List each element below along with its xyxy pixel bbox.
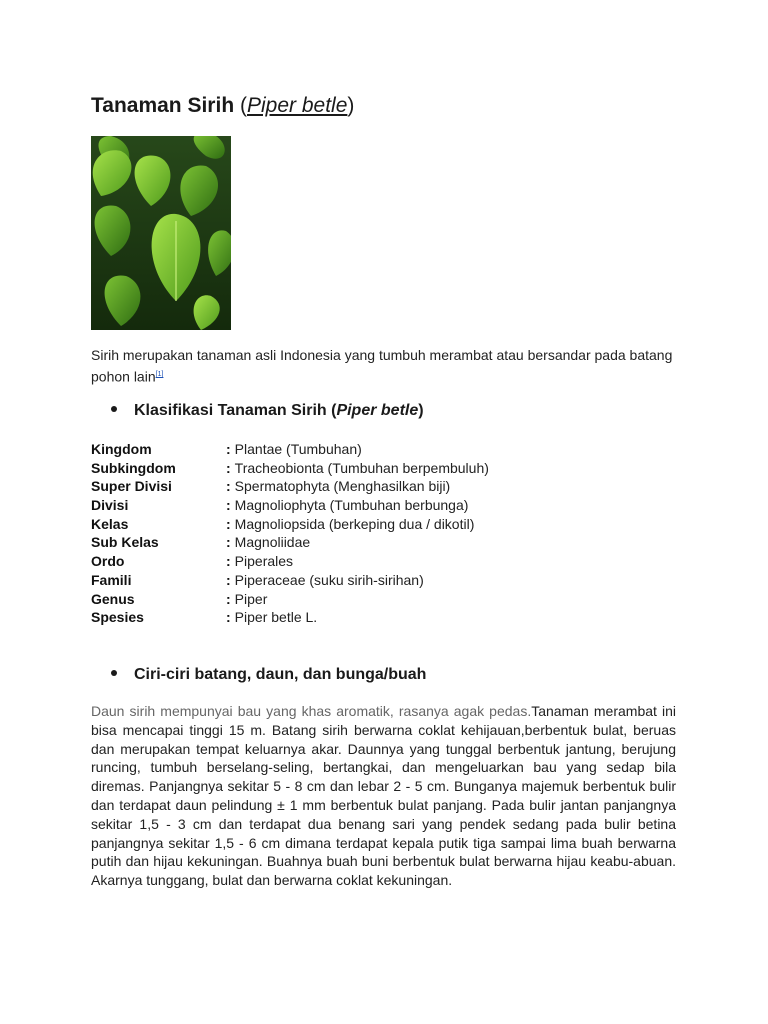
classification-row bbox=[91, 533, 681, 552]
classification-value: Piper betle L. bbox=[234, 609, 318, 626]
title-paren-open: ( bbox=[240, 94, 247, 117]
classification-row bbox=[91, 477, 681, 496]
scientific-name-link[interactable] bbox=[247, 94, 347, 117]
classification-key: Ordo bbox=[91, 553, 125, 570]
separator: : bbox=[226, 534, 231, 551]
bullet-icon bbox=[111, 406, 117, 412]
classification-row bbox=[91, 440, 681, 459]
classification-row bbox=[91, 496, 681, 515]
title-scientific-name: Piper betle bbox=[247, 94, 348, 117]
classification-row bbox=[91, 552, 681, 571]
classification-heading-prefix: Klasifikasi Tanaman Sirih ( bbox=[134, 402, 337, 419]
separator: : bbox=[226, 590, 231, 607]
classification-value: Spermatophyta (Menghasilkan biji) bbox=[234, 478, 451, 495]
title-scientific-group bbox=[240, 94, 354, 117]
classification-row bbox=[91, 459, 681, 478]
classification-heading-suffix: ) bbox=[418, 402, 424, 419]
characteristics-heading-text: Ciri-ciri batang, daun, dan bunga/buah bbox=[134, 666, 427, 683]
description-paragraph bbox=[91, 702, 676, 890]
classification-key: Kelas bbox=[91, 515, 129, 532]
classification-row bbox=[91, 571, 681, 590]
intro-text: Sirih merupakan tanaman asli Indonesia yang tumbuh merambat atau bersandar pada batang pohon lain bbox=[91, 347, 673, 385]
classification-value: Magnoliopsida (berkeping dua / dikotil) bbox=[234, 515, 475, 532]
classification-key: Famili bbox=[91, 571, 132, 588]
classification-key: Super Divisi bbox=[91, 478, 172, 495]
classification-heading-italic: Piper betle bbox=[336, 402, 419, 419]
classification-heading bbox=[111, 402, 424, 420]
classification-key: Subkingdom bbox=[91, 459, 176, 476]
classification-value: Piper bbox=[234, 590, 268, 607]
footnote-ref bbox=[156, 371, 164, 378]
description-grey-text: Daun sirih mempunyai bau yang khas aromatik, rasanya agak pedas. bbox=[91, 703, 532, 719]
separator: : bbox=[226, 609, 231, 626]
classification-key: Genus bbox=[91, 590, 135, 607]
separator: : bbox=[226, 553, 231, 570]
classification-key: Divisi bbox=[91, 497, 129, 514]
classification-table bbox=[91, 440, 681, 627]
title-main: Tanaman Sirih bbox=[91, 94, 235, 117]
separator: : bbox=[226, 459, 231, 476]
classification-value: Tracheobionta (Tumbuhan berpembuluh) bbox=[234, 459, 489, 476]
classification-value: Magnoliidae bbox=[234, 534, 311, 551]
characteristics-heading bbox=[111, 666, 426, 684]
classification-value: Magnoliophyta (Tumbuhan berbunga) bbox=[234, 497, 469, 514]
classification-key: Kingdom bbox=[91, 441, 152, 457]
separator: : bbox=[226, 571, 231, 588]
page-title bbox=[91, 94, 354, 118]
classification-value: Piperales bbox=[234, 553, 294, 570]
intro-paragraph bbox=[91, 345, 681, 387]
betel-leaf-photo bbox=[91, 136, 231, 330]
title-paren-close: ) bbox=[347, 94, 355, 117]
separator: : bbox=[226, 515, 231, 532]
leaf-image-icon bbox=[91, 136, 231, 330]
bullet-icon bbox=[111, 670, 117, 676]
footnote-link[interactable]: [1] bbox=[155, 371, 164, 378]
separator: : bbox=[226, 441, 231, 457]
description-main-text: Tanaman merambat ini bisa mencapai tinggi 15 m. Batang sirih berwarna coklat kehijauan,berbentuk bulat, beruas dan merupakan tempat keluarnya akar. Daunnya yang tunggal berbentuk jantung, berujung runcing, tumbuh berselang-seling, bertangkai, dan mengeluarkan bau yang sedap bila diremas. Panjangnya sekitar 5 - 8 cm dan lebar 2 - 5 cm. Bunganya majemuk berbentuk bulir dan terdapat daun pelindung ± 1 mm berbentuk bulat panjang. Pada bulir jantan panjangnya sekitar 1,5 - 3 cm dan terdapat dua benang sari yang pendek sedang pada bulir betina panjangnya sekitar 1,5 - 6 cm dimana terdapat kepala putik tiga sampai lima buah berwarna putih dan hijau kekuningan. Buahnya buah buni berbentuk bulat berwarna hijau keabu-abuan. Akarnya tunggang, bulat dan berwarna coklat kekuningan. bbox=[91, 703, 677, 889]
classification-row bbox=[91, 590, 681, 609]
separator: : bbox=[226, 478, 231, 495]
classification-row bbox=[91, 515, 681, 534]
classification-key: Sub Kelas bbox=[91, 534, 159, 551]
classification-value: Piperaceae (suku sirih-sirihan) bbox=[234, 571, 424, 588]
classification-key: Spesies bbox=[91, 609, 144, 626]
classification-row bbox=[91, 608, 681, 627]
separator: : bbox=[226, 497, 231, 514]
classification-value: Plantae (Tumbuhan) bbox=[234, 441, 362, 457]
